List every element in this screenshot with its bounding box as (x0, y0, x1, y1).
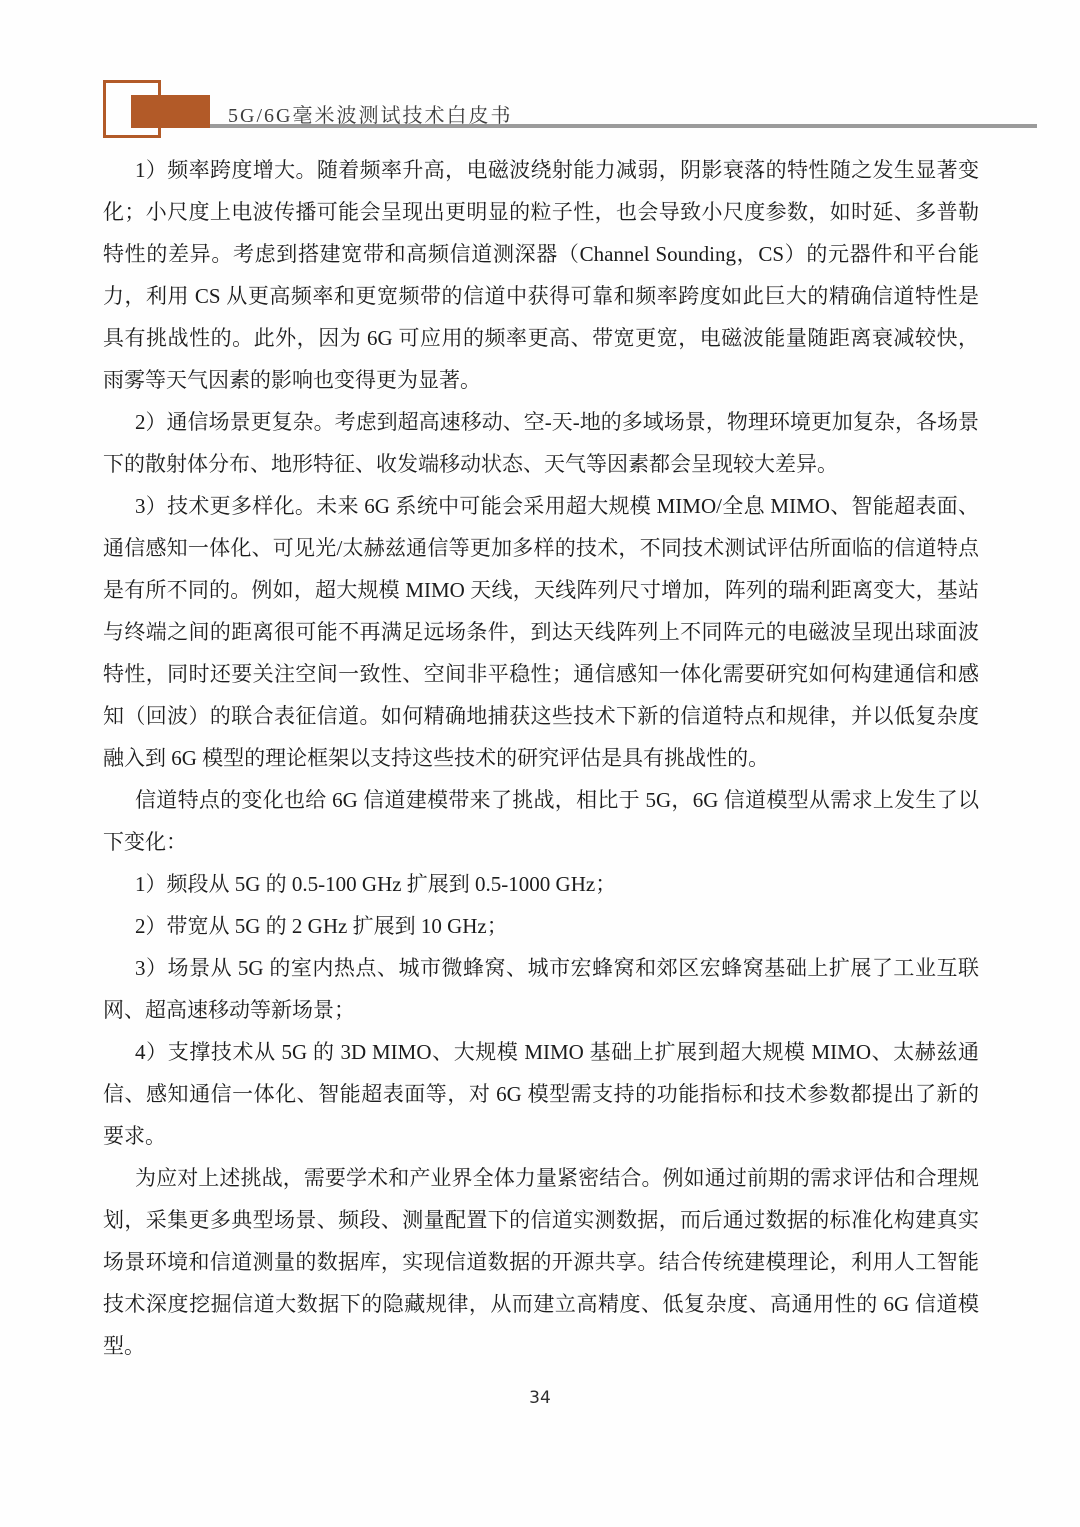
list-item-supporting-technologies: 4）支撑技术从 5G 的 3D MIMO、大规模 MIMO 基础上扩展到超大规模 MIMO、太赫兹通信、感知通信一体化、智能超表面等，对 6G 模型需支持的功能指标和技术参数都提出了新的要求。 (103, 1040, 979, 1148)
paragraph-technology-diversity: 3）技术更多样化。未来 6G 系统中可能会采用超大规模 MIMO/全息 MIMO、智能超表面、通信感知一体化、可见光/太赫兹通信等更加多样的技术，不同技术测试评估所面临的信道特点是有所不同的。例如，超大规模 MIMO 天线，天线阵列尺寸增加，阵列的瑞利距离变大，基站与终端之间的距离很可能不再满足远场条件，到达天线阵列上不同阵元的电磁波呈现出球面波特性，同时还要关注空间一致性、空间非平稳性；通信感知一体化需要研究如何构建通信和感知（回波）的联合表征信道。如何精确地捕获这些技术下新的信道特点和规律，并以低复杂度融入到 6G 模型的理论框架以支持这些技术的研究评估是具有挑战性的。 (103, 494, 979, 770)
paragraph-conclusion: 为应对上述挑战，需要学术和产业界全体力量紧密结合。例如通过前期的需求评估和合理规划，采集更多典型场景、频段、测量配置下的信道实测数据，而后通过数据的标准化构建真实场景环境和信道测量的数据库，实现信道数据的开源共享。结合传统建模理论，利用人工智能技术深度挖掘信道大数据下的隐藏规律，从而建立高精度、低复杂度、高通用性的 6G 信道模型。 (103, 1166, 979, 1358)
list-item-bandwidth: 2）带宽从 5G 的 2 GHz 扩展到 10 GHz； (135, 914, 508, 938)
paragraph-channel-model-changes-intro: 信道特点的变化也给 6G 信道建模带来了挑战，相比于 5G，6G 信道模型从需求上发生了以下变化： (103, 788, 979, 854)
list-item-frequency-band: 1）频段从 5G 的 0.5-100 GHz 扩展到 0.5-1000 GHz； (135, 872, 617, 896)
document-title: 5G/6G毫米波测试技术白皮书 (228, 105, 513, 127)
paragraph-frequency-span: 1）频率跨度增大。随着频率升高，电磁波绕射能力减弱，阴影衰落的特性随之发生显著变化；小尺度上电波传播可能会呈现出更明显的粒子性，也会导致小尺度参数，如时延、多普勒特性的差异。考虑到搭建宽带和高频信道测深器（Channel Sounding，CS）的元器件和平台能力，利用 CS 从更高频率和更宽频带的信道中获得可靠和频率跨度如此巨大的精确信道特性是具有挑战性的。此外，因为 6G 可应用的频率更高、带宽更宽，电磁波能量随距离衰减较快，雨雾等天气因素的影响也变得更为显著。 (103, 158, 979, 392)
logo-filled-rect (131, 95, 210, 128)
page-number: 34 (529, 1388, 551, 1408)
list-item-scenarios: 3）场景从 5G 的室内热点、城市微蜂窝、城市宏蜂窝和郊区宏蜂窝基础上扩展了工业互联网、超高速移动等新场景； (103, 956, 979, 1022)
document-body (103, 149, 979, 1367)
paragraph-scenario-complexity: 2）通信场景更复杂。考虑到超高速移动、空-天-地的多域场景，物理环境更加复杂，各场景下的散射体分布、地形特征、收发端移动状态、天气等因素都会呈现较大差异。 (103, 410, 979, 476)
